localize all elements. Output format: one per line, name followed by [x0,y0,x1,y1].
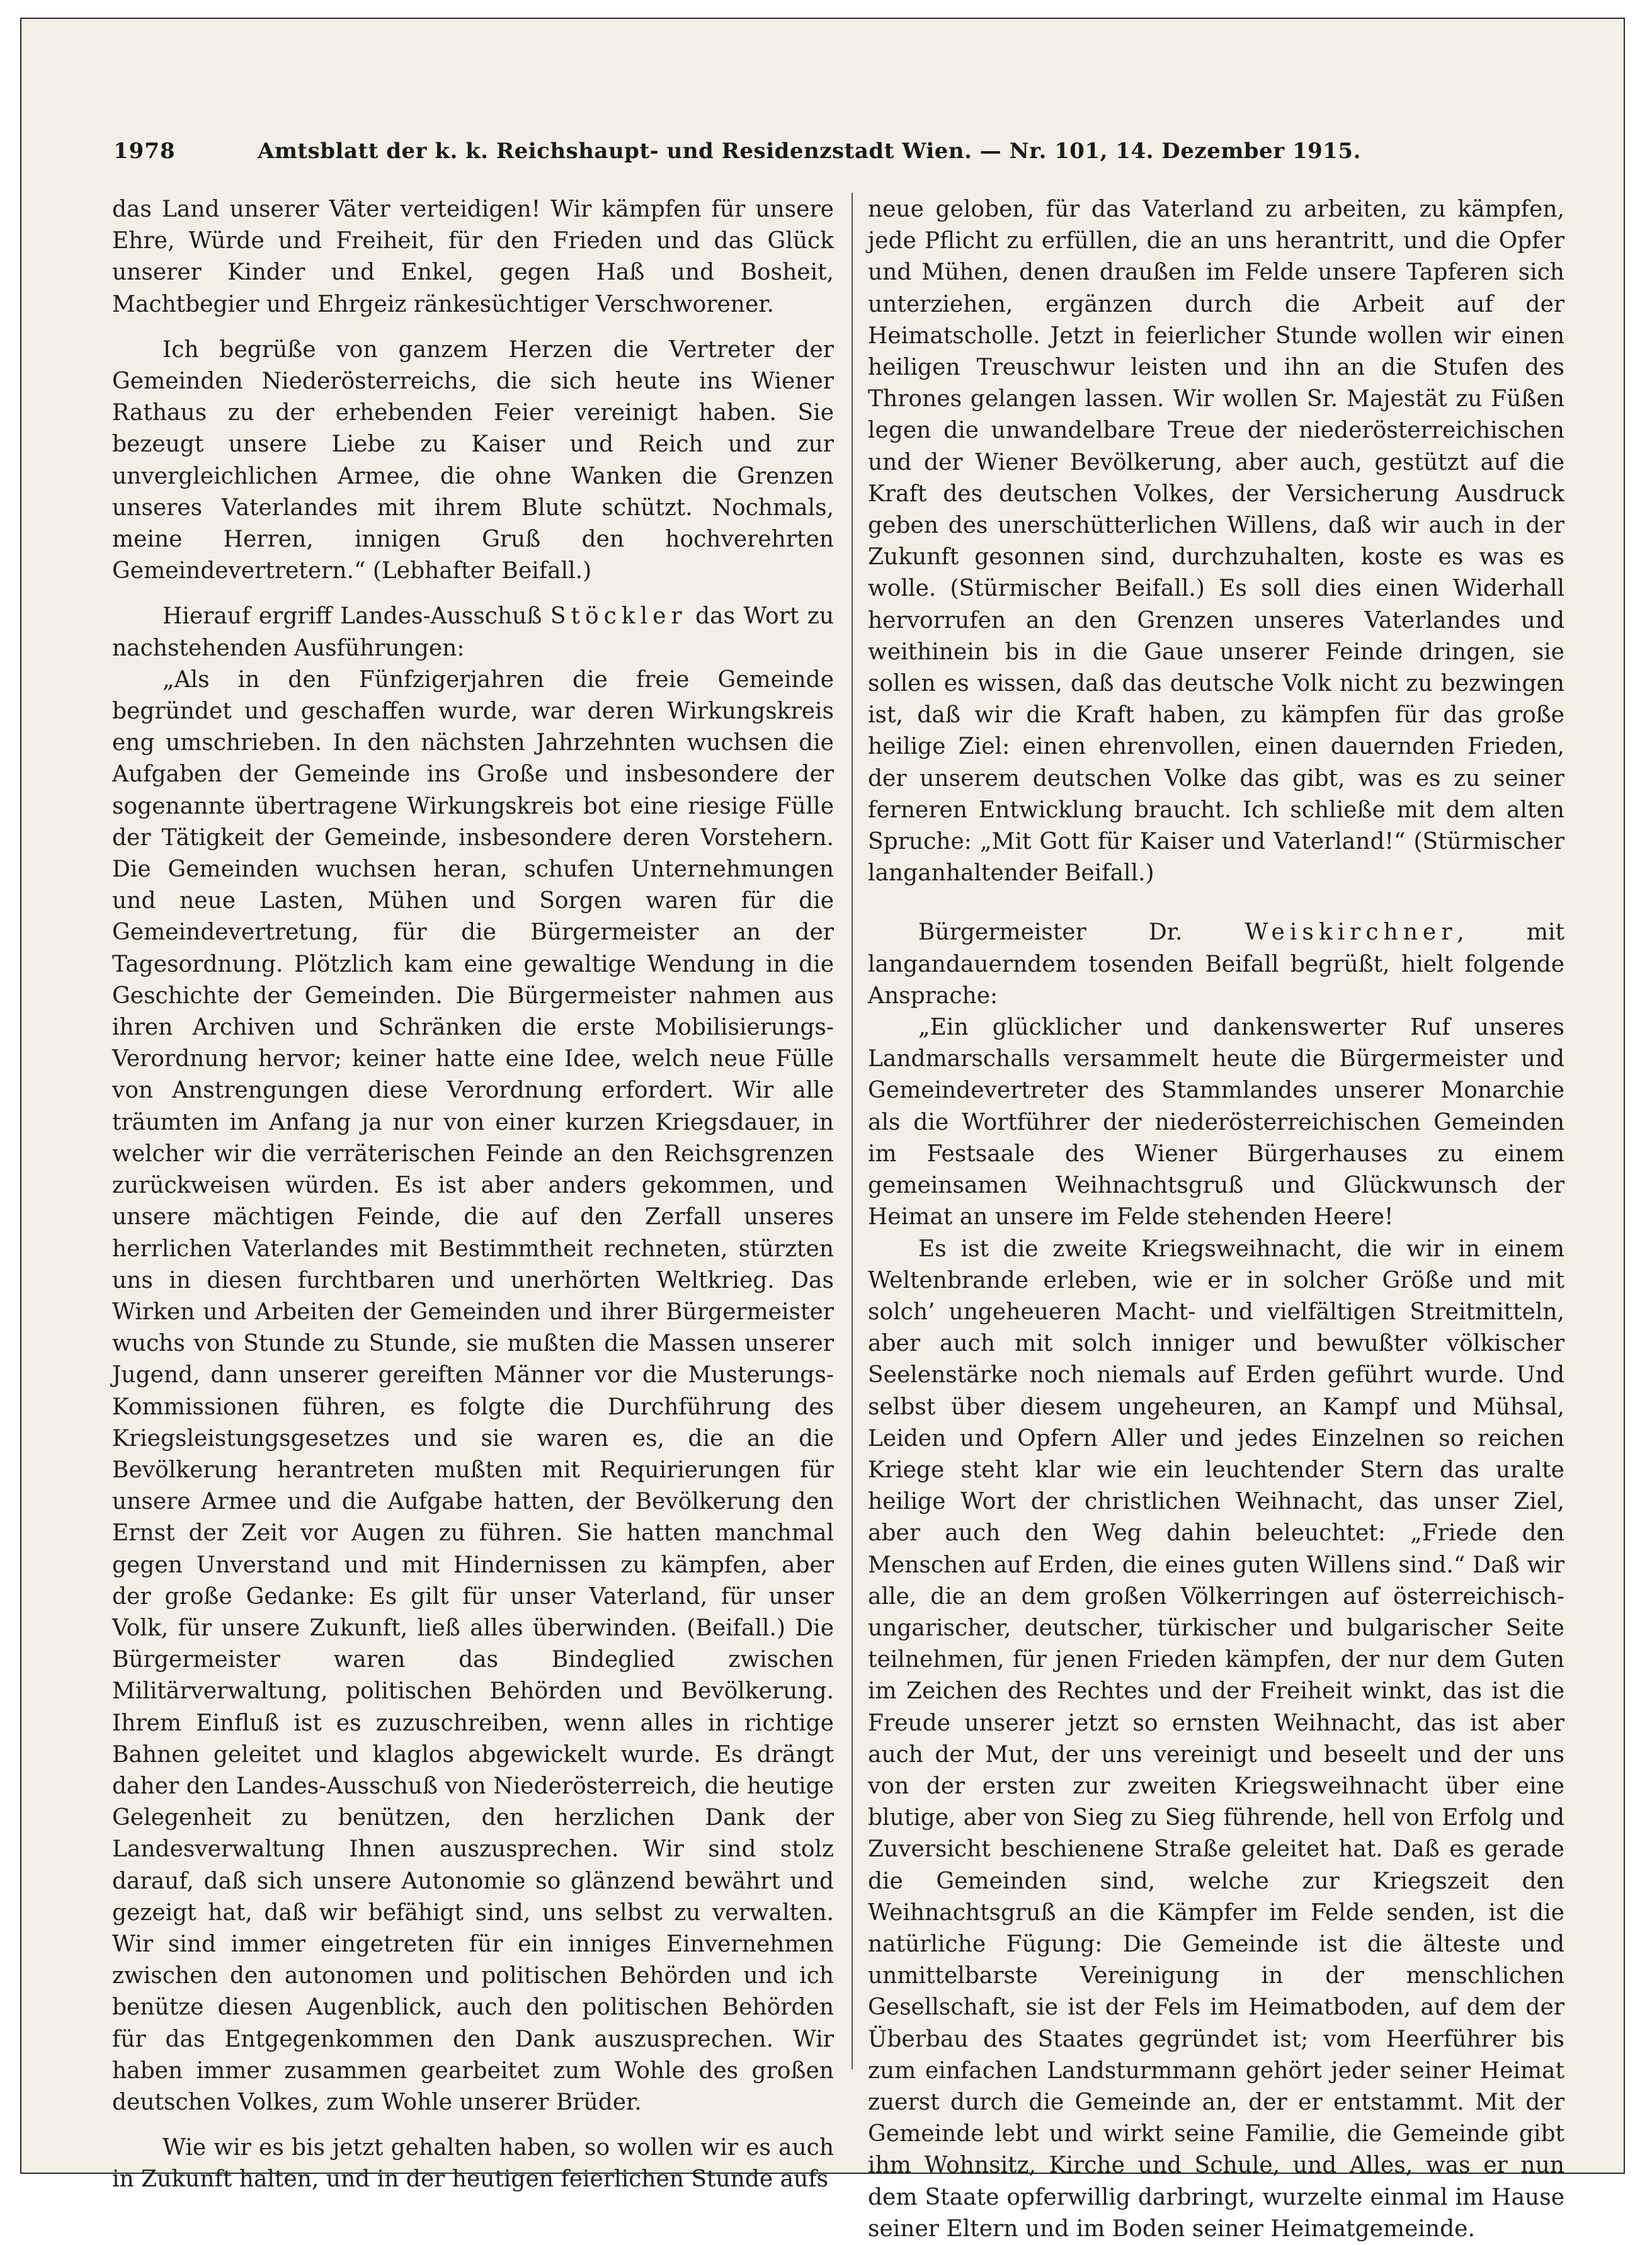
speaker-name: Weiskirchner [1245,919,1457,945]
paragraph-text: Hierauf ergriff Landes-Ausschuß [162,603,550,629]
page-header [113,139,1423,183]
paragraph: Es ist die zweite Kriegsweihnacht, die wir in einem Weltenbrande erleben, wie er in solcher Größe und mit solch’ ungeheueren Macht- und vielfältigen Streitmitteln, aber auch mit solch inniger und bewußter völkischer Seelenstärke noch niemals auf Erden geführt wurde. Und selbst über diesem ungeheuren, an Kampf und Mühsal, Leiden und Opfern Aller und jedes Einzelnen so reichen Kriege steht klar wie ein leuchtender Stern das uralte heilige Wort der christlichen Weihnacht, das unser Ziel, aber auch den Weg dahin beleuchtet: „Friede den Menschen auf Erden, die eines guten Willens sind.“ Daß wir alle, die an dem großen Völkerringen auf österreichisch-ungarischer, deutscher, türkischer und bulgarischer Seite teilnehmen, für jenen Frieden kämpfen, der nur dem Guten im Zeichen des Rechtes und der Freiheit winkt, das ist die Freude unserer jetzt so ernsten Weihnacht, das ist aber auch der Mut, der uns vereinigt und beseelt und der uns von der ersten zur zweiten Kriegsweihnacht über eine blutige, aber von Sieg zu Sieg führende, hell von Erfolg und Zuversicht beschienene Straße geleitet hat. Daß es gerade die Gemeinden sind, welche zur Kriegszeit den Weihnachtsgruß an die Kämpfer im Felde senden, ist die natürliche Fügung: Die Gemeinde ist die älteste und unmittelbarste Vereinigung in der menschlichen Gesellschaft, sie ist der Fels im Heimatboden, auf dem der Überbau des Staates gegründet ist; vom Heerführer bis zum einfachen Landsturmmann gehört jeder seiner Heimat zuerst durch die Gemeinde an, der er entstammt. Mit der Gemeinde lebt und wirkt seine Familie, die Gemeinde gibt ihm Wohnsitz, Kirche und Schule, und Alles, was er nun dem Staate opferwillig darbringt, wurzelte einmal im Hause seiner Eltern und im Boden seiner Heimatgemeinde. [868,1234,1564,2245]
paragraph-text: Bürgermeister Dr. [918,919,1245,945]
paragraph: neue geloben, für das Vaterland zu arbeiten, zu kämpfen, jede Pflicht zu erfüllen, die an uns herantritt, und die Opfer und Mühen, denen draußen im Felde unsere Tapferen sich unterziehen, ergänzen durch die Arbeit auf der Heimatscholle. Jetzt in feierlicher Stunde wollen wir einen heiligen Treuschwur leisten und ihn an die Stufen des Thrones gelangen lassen. Wir wollen Sr. Majestät zu Füßen legen die unwandelbare Treue der niederösterreichischen und der Wiener Bevölkerung, aber auch, gestützt auf die Kraft des deutschen Volkes, der Versicherung Ausdruck geben des unerschütterlichen Willens, daß wir auch in der Zukunft gesonnen sind, durchzuhalten, koste es was es wolle. (Stürmischer Beifall.) Es soll dies einen Widerhall hervorrufen an den Grenzen unseres Vaterlandes und weithinein bis in die Gaue unserer Feinde dringen, sie sollen es wissen, daß das deutsche Volk nicht zu bezwingen ist, daß wir die Kraft haben, zu kämpfen für das große heilige Ziel: einen ehrenvollen, einen dauernden Frieden, der unserem deutschen Volke das gibt, was es zu seiner ferneren Entwicklung braucht. Ich schließe mit dem alten Spruche: „Mit Gott für Kaiser und Vaterland!“ (Stürmischer langanhaltender Beifall.) [868,194,1564,889]
paragraph [112,601,834,664]
paragraph: das Land unserer Väter verteidigen! Wir kämpfen für unsere Ehre, Würde und Freiheit, für den Frieden und das Glück unserer Kinder und Enkel, gegen Haß und Bosheit, Machtbegier und Ehrgeiz ränkesüchtiger Verschworener. [112,194,834,321]
paragraph: Wie wir es bis jetzt gehalten haben, so wollen wir es auch in Zukunft halten, und in der heutigen feierlichen Stunde aufs [112,2132,834,2195]
left-column [112,194,834,2196]
paragraph: „Ein glücklicher und dankenswerter Ruf unseres Landmarschalls versammelt heute die Bürgermeister und Gemeindevertreter des Stammlandes unserer Monarchie als die Wortführer der niederösterreichischen Gemeinden im Festsaale des Wiener Bürgerhauses zu einem gemeinsamen Weihnachtsgruß und Glückwunsch der Heimat an unsere im Felde stehenden Heere! [868,1012,1564,1233]
running-title: Amtsblatt der k. k. Reichshaupt- und Residenzstadt Wien. — Nr. 101, 14. Dezember 1915. [195,139,1423,164]
right-column [868,194,1564,2245]
paragraph: Ich begrüße von ganzem Herzen die Vertreter der Gemeinden Niederösterreichs, die sich heute ins Wiener Rathaus zu der erhebenden Feier vereinigt haben. Sie bezeugt unsere Liebe zu Kaiser und Reich und zur unvergleichlichen Armee, die ohne Wanken die Grenzen unseres Vaterlandes mit ihrem Blute schützt. Nochmals, meine Herren, innigen Gruß den hochverehrten Gemeindevertretern.“ (Lebhafter Beifall.) [112,334,834,588]
paragraph: „Als in den Fünfzigerjahren die freie Gemeinde begründet und geschaffen wurde, war deren Wirkungskreis eng umschrieben. In den nächsten Jahrzehnten wuchsen die Aufgaben der Gemeinde ins Große und insbesondere der sogenannte übertragene Wirkungskreis bot eine riesige Fülle der Tätigkeit der Gemeinde, insbesondere deren Vorstehern. Die Gemeinden wuchsen heran, schufen Unternehmungen und neue Lasten, Mühen und Sorgen waren für die Gemeindevertretung, für die Bürgermeister an der Tagesordnung. Plötzlich kam eine gewaltige Wendung in die Geschichte der Gemeinden. Die Bürgermeister nahmen aus ihren Archiven und Schränken die erste Mobilisierungs-Verordnung hervor; keiner hatte eine Idee, welch neue Fülle von Anstrengungen diese Verordnung erfordert. Wir alle träumten im Anfang ja nur von einer kurzen Kriegsdauer, in welcher wir die verräterischen Feinde an den Reichsgrenzen zurückweisen würden. Es ist aber anders gekommen, und unsere mächtigen Feinde, die auf den Zerfall unseres herrlichen Vaterlandes mit Bestimmtheit rechneten, stürzten uns in diesen furchtbaren und unerhörten Weltkrieg. Das Wirken und Arbeiten der Gemeinden und ihrer Bürgermeister wuchs von Stunde zu Stunde, sie mußten die Massen unserer Jugend, dann unserer gereiften Männer vor die Musterungs-Kommissionen führen, es folgte die Durchführung des Kriegsleistungsgesetzes und sie waren es, die an die Bevölkerung herantreten mußten mit Requirierungen für unsere Armee und die Aufgabe hatten, der Bevölkerung den Ernst der Zeit vor Augen zu führen. Sie hatten manchmal gegen Unverstand und mit Hindernissen zu kämpfen, aber der große Gedanke: Es gilt für unser Vaterland, für unser Volk, für unsere Zukunft, ließ alles überwinden. (Beifall.) Die Bürgermeister waren das Bindeglied zwischen Militärverwaltung, politischen Behörden und Bevölkerung. Ihrem Einfluß ist es zuzuschreiben, wenn alles in richtige Bahnen geleitet und klaglos abgewickelt wurde. Es drängt daher den Landes-Ausschuß von Niederösterreich, die heutige Gelegenheit zu benützen, den herzlichen Dank der Landesverwaltung Ihnen auszusprechen. Wir sind stolz darauf, daß sich unsere Autonomie so glänzend bewährt und gezeigt hat, daß wir befähigt sind, uns selbst zu verwalten. Wir sind immer eingetreten für ein inniges Einvernehmen zwischen den autonomen und politischen Behörden und ich benütze diesen Augenblick, auch den politischen Behörden für das Entgegenkommen den Dank auszusprechen. Wir haben immer zusammen gearbeitet zum Wohle des großen deutschen Volkes, zum Wohle unserer Brüder. [112,664,834,2118]
speaker-name: Stöckler [550,603,687,629]
paragraph-text: , mit langandauerndem tosenden Beifall begrüßt, hielt folgende Ansprache: [868,919,1564,1008]
page-number: 1978 [113,139,195,164]
column-divider [852,193,853,2069]
paragraph [868,917,1564,1012]
paragraph-text: das Wort zu nachstehenden Ausführungen: [112,603,834,661]
